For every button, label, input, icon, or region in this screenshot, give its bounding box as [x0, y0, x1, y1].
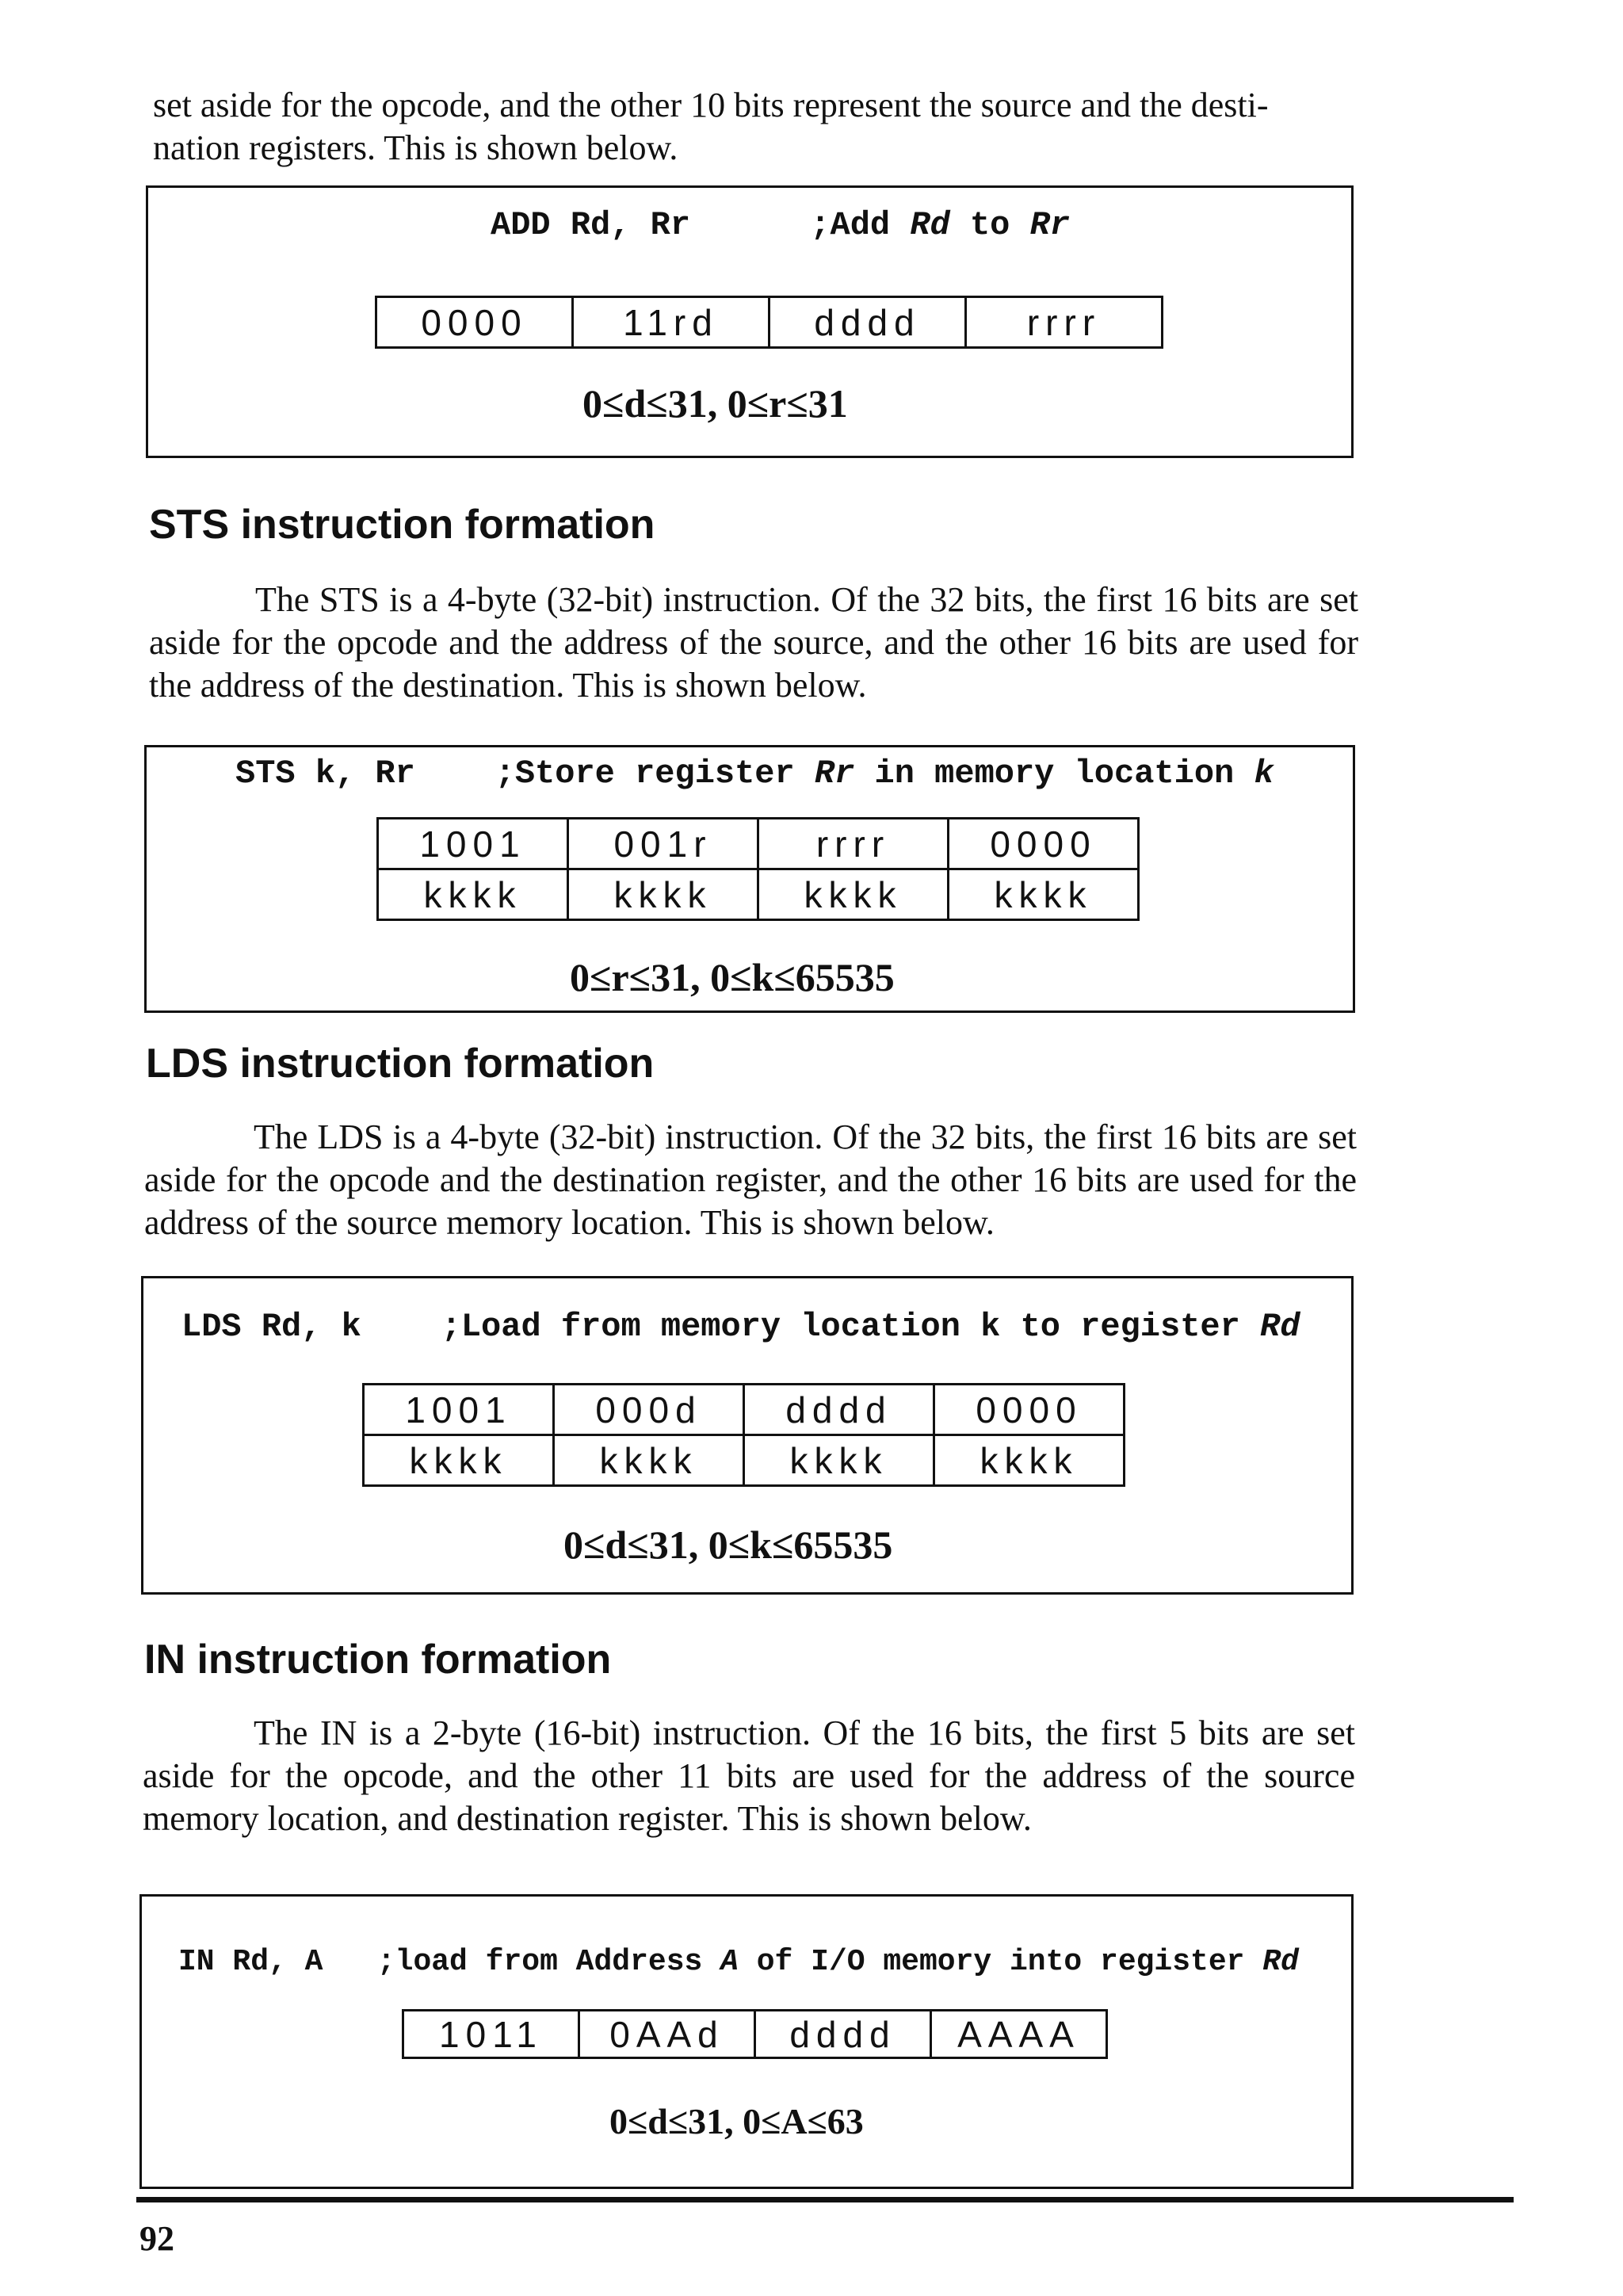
- sts-field-4: 0000: [949, 819, 1139, 869]
- page-number: 92: [139, 2219, 174, 2258]
- sts-code-mid: in memory location: [854, 755, 1254, 793]
- in-paragraph: The IN is a 2-byte (16-bit) instruction. Of the 16 bits, the first 5 bits are set aside for the opcode, and the other 11 bits are used for the address of the source memory location, and destination register. This is shown below.: [143, 1713, 1355, 1838]
- in-format-box: [139, 1894, 1354, 2189]
- sts-field-8: kkkk: [949, 869, 1139, 920]
- lds-field-1: 1001: [364, 1385, 554, 1435]
- intro-paragraph: set aside for the opcode, and the other 10 bits represent the source and the desti- nation registers. This is shown below.: [153, 86, 1269, 167]
- in-field-3: dddd: [755, 2011, 931, 2058]
- lds-condition: 0≤d≤31, 0≤k≤65535: [563, 1522, 893, 1567]
- sts-field-2: 001r: [568, 819, 758, 869]
- add-code-line: [491, 205, 1070, 245]
- sts-code-k: k: [1254, 755, 1274, 793]
- add-operands: Rd, Rr: [550, 206, 691, 244]
- sts-field-7: kkkk: [758, 869, 949, 920]
- sts-format-box: [144, 745, 1355, 1013]
- lds-field-4: 0000: [934, 1385, 1125, 1435]
- add-comment-to: to: [949, 206, 1030, 244]
- in-bit-fields: [402, 2009, 1108, 2059]
- in-condition: 0≤d≤31, 0≤A≤63: [609, 2101, 864, 2141]
- add-bit-fields: [375, 296, 1163, 349]
- sts-heading: STS instruction formation: [149, 502, 655, 548]
- in-code-prefix: IN Rd, A ;load from Address: [178, 1945, 721, 1979]
- sts-code-prefix: STS k, Rr ;Store register: [235, 755, 815, 793]
- add-field-2: 11rd: [573, 297, 769, 348]
- lds-field-6: kkkk: [554, 1435, 744, 1486]
- lds-bit-fields: [362, 1383, 1125, 1487]
- add-comment-rr: Rr: [1029, 206, 1070, 244]
- sts-code-line: [235, 754, 1274, 793]
- lds-format-box: [141, 1276, 1354, 1595]
- sts-field-5: kkkk: [378, 869, 568, 920]
- sts-condition: 0≤r≤31, 0≤k≤65535: [570, 955, 895, 999]
- in-field-1: 1011: [403, 2011, 579, 2058]
- add-field-4: rrrr: [966, 297, 1163, 348]
- in-field-2: 0AAd: [579, 2011, 755, 2058]
- add-field-1: 0000: [376, 297, 573, 348]
- lds-field-5: kkkk: [364, 1435, 554, 1486]
- add-mnemonic: ADD: [491, 206, 551, 244]
- lds-heading: LDS instruction formation: [146, 1041, 655, 1087]
- lds-field-7: kkkk: [744, 1435, 934, 1486]
- add-field-3: dddd: [769, 297, 966, 348]
- add-comment-prefix: ;Add: [810, 206, 911, 244]
- sts-field-3: rrrr: [758, 819, 949, 869]
- sts-paragraph: The STS is a 4-byte (32-bit) instruction. Of the 32 bits, the first 16 bits are set aside for the opcode and the address of the source, and the other 16 bits are used for the address of the destination. This is shown below.: [149, 580, 1358, 705]
- lds-field-3: dddd: [744, 1385, 934, 1435]
- in-field-4: AAAA: [931, 2011, 1107, 2058]
- add-condition: 0≤d≤31, 0≤r≤31: [582, 381, 848, 426]
- in-code-rd: Rd: [1262, 1945, 1299, 1979]
- in-code-mid: of I/O memory into register: [738, 1945, 1263, 1979]
- lds-field-2: 000d: [554, 1385, 744, 1435]
- in-heading: IN instruction formation: [144, 1637, 612, 1683]
- add-format-box: [146, 185, 1354, 458]
- in-code-line: [178, 1943, 1299, 1982]
- lds-code-prefix: LDS Rd, k ;Load from memory location k to register: [181, 1308, 1261, 1346]
- sts-code-rr: Rr: [814, 755, 855, 793]
- lds-paragraph: The LDS is a 4-byte (32-bit) instruction. Of the 32 bits, the first 16 bits are set aside for the opcode and the destination register, and the other 16 bits are used for the address of the source memory location. This is shown below.: [144, 1117, 1357, 1242]
- sts-field-1: 1001: [378, 819, 568, 869]
- sts-field-6: kkkk: [568, 869, 758, 920]
- lds-field-8: kkkk: [934, 1435, 1125, 1486]
- lds-code-line: [181, 1307, 1300, 1347]
- lds-code-rd: Rd: [1260, 1308, 1300, 1346]
- sts-bit-fields: [376, 817, 1140, 921]
- add-comment-rd: Rd: [910, 206, 950, 244]
- in-code-a: A: [720, 1945, 739, 1979]
- footer-rule: [136, 2197, 1514, 2202]
